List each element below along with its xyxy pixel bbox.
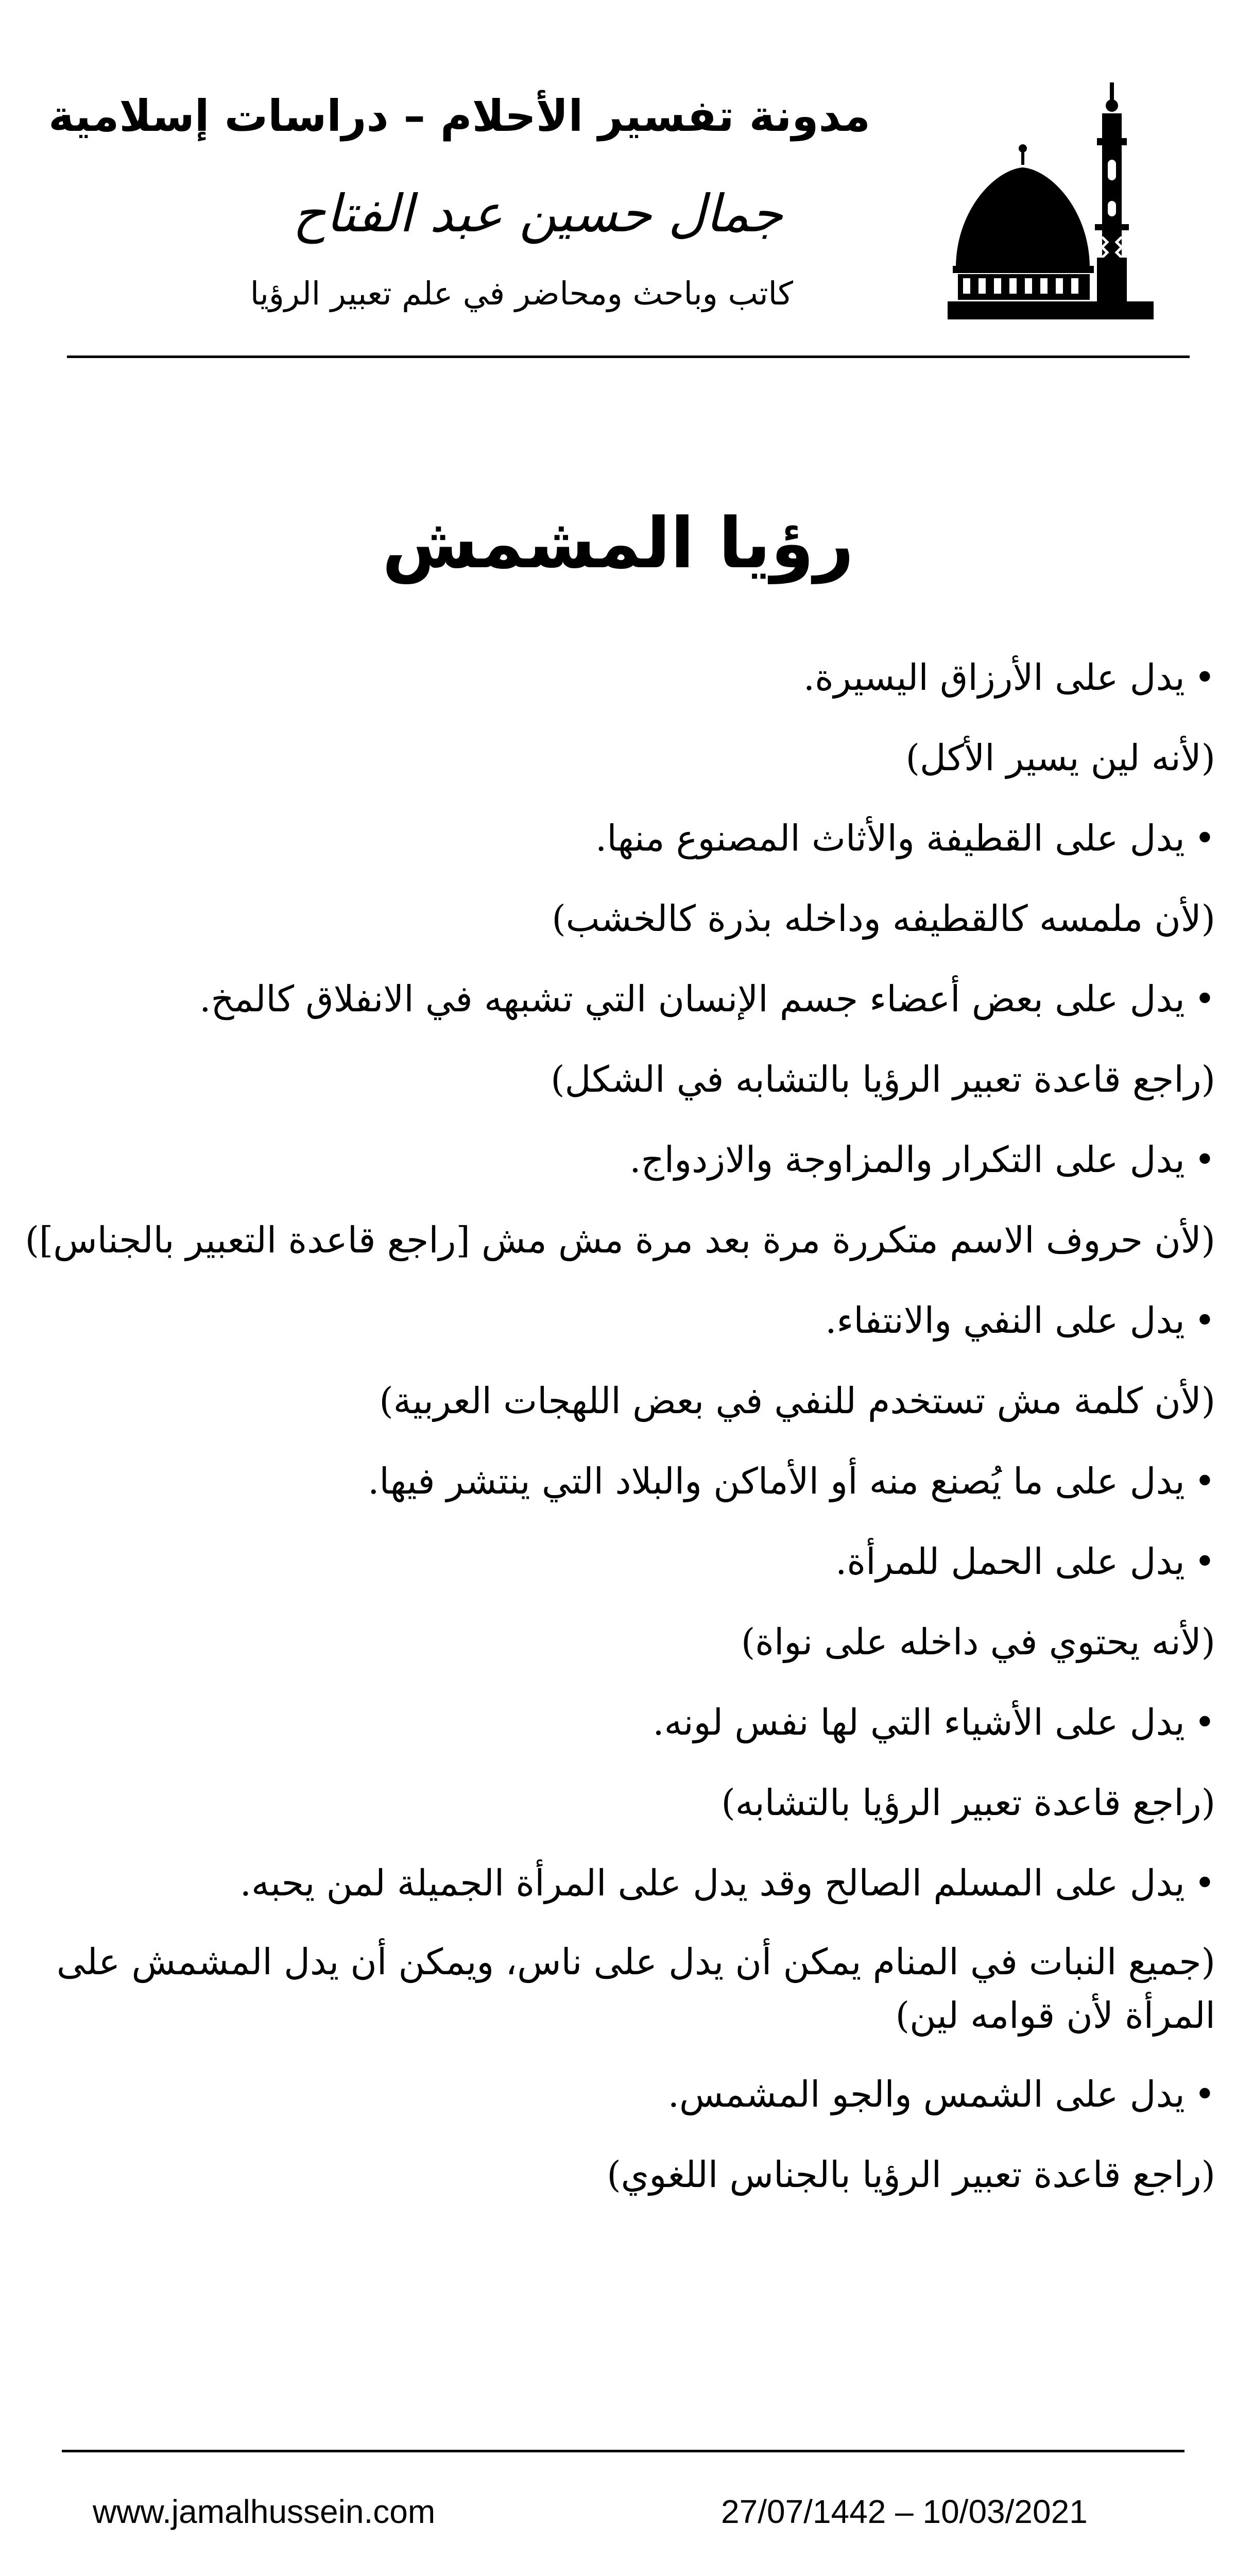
entry-note: (لأن حروف الاسم متكررة مرة بعد مرة مش مش [راجع قاعدة التعبير بالجناس]): [25, 1219, 1215, 1261]
header-divider: [67, 355, 1190, 358]
bullet-icon: •: [1194, 1460, 1215, 1502]
entry-note: (جميع النبات في المنام يمكن أن يدل على ناس، ويمكن أن يدل المشمش على المرأة لأن قوامه لين): [56, 1941, 1215, 2037]
entry-note: (لأنه يحتوي في داخله على نواة): [741, 1621, 1215, 1663]
footer-divider: [62, 2450, 1184, 2452]
bullet-icon: •: [1194, 1862, 1215, 1904]
bullet-icon: •: [1194, 1701, 1215, 1743]
entry-text: يدل على بعض أعضاء جسم الإنسان التي تشبهه في الانفلاق كالمخ.: [199, 978, 1185, 1020]
author-signature: جمال حسين عبد الفتاح: [293, 183, 783, 244]
entry-note: (راجع قاعدة تعبير الرؤيا بالتشابه في الشكل): [551, 1058, 1215, 1100]
page-title: رؤيا المشمش: [382, 503, 854, 584]
footer-date: 27/07/1442 – 10/03/2021: [721, 2493, 1088, 2530]
interpretation-list: [0, 649, 1215, 2227]
entry-text: يدل على ما يُصنع منه أو الأماكن والبلاد التي ينتشر فيها.: [368, 1460, 1185, 1502]
list-item: [0, 1855, 1215, 2042]
entry-text: يدل على التكرار والمزاوجة والازدواج.: [629, 1139, 1185, 1181]
footer-website-link[interactable]: www.jamalhussein.com: [93, 2493, 436, 2530]
entry-text: يدل على المسلم الصالح وقد يدل على المرأة الجميلة لمن يحبه.: [239, 1862, 1185, 1904]
entry-text: يدل على الأرزاق اليسيرة.: [803, 656, 1185, 699]
entry-text: يدل على القطيفة والأثاث المصنوع منها.: [595, 817, 1185, 859]
entry-note: (راجع قاعدة تعبير الرؤيا بالتشابه): [721, 1782, 1215, 1824]
bullet-icon: •: [1194, 1139, 1215, 1181]
bullet-icon: •: [1194, 817, 1215, 859]
author-description: كاتب وباحث ومحاضر في علم تعبير الرؤيا: [250, 275, 793, 312]
bullet-icon: •: [1194, 978, 1215, 1020]
entry-text: يدل على الحمل للمرأة.: [835, 1540, 1185, 1583]
list-item: [0, 649, 1215, 786]
bullet-icon: •: [1194, 1540, 1215, 1583]
entry-text: يدل على الأشياء التي لها نفس لونه.: [653, 1701, 1185, 1743]
entry-note: (راجع قاعدة تعبير الرؤيا بالجناس اللغوي): [607, 2154, 1215, 2196]
entry-text: يدل على النفي والانتفاء.: [825, 1299, 1185, 1342]
bullet-icon: •: [1194, 2073, 1215, 2115]
entry-note: (لأن ملمسه كالقطيفه وداخله بذرة كالخشب): [552, 897, 1215, 940]
entry-note: (لأن كلمة مش تستخدم للنفي في بعض اللهجات العربية): [379, 1380, 1215, 1422]
list-item: [0, 1131, 1215, 1268]
list-item: [0, 1533, 1215, 1670]
bullet-icon: •: [1194, 656, 1215, 699]
entry-text: يدل على الشمس والجو المشمس.: [667, 2073, 1185, 2115]
list-item: [0, 971, 1215, 1108]
list-item: [0, 1292, 1215, 1429]
blog-title: مدونة تفسير الأحلام – دراسات إسلامية: [48, 91, 870, 141]
page-header: [0, 0, 1236, 371]
list-item: [0, 810, 1215, 947]
list-item: [0, 1453, 1215, 1510]
list-item: [0, 2066, 1215, 2203]
bullet-icon: •: [1194, 1299, 1215, 1342]
entry-note: (لأنه لين يسير الأكل): [905, 737, 1215, 779]
mosque-dome-minaret-icon: [948, 82, 1154, 319]
list-item: [0, 1694, 1215, 1831]
